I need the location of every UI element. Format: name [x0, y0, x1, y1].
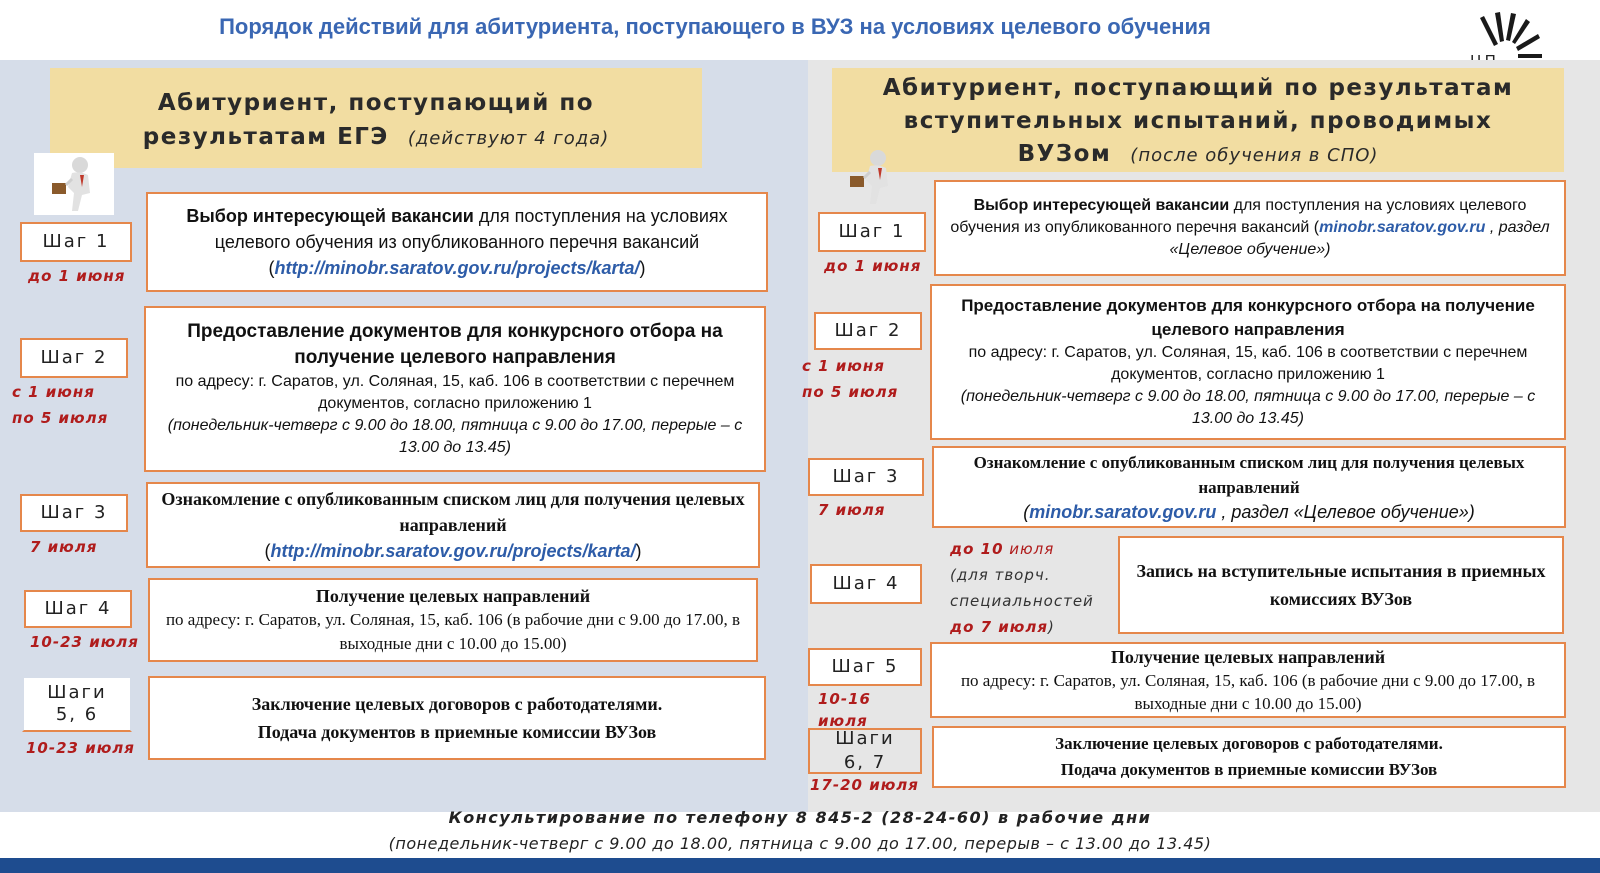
right-banner-line1: Абитуриент, поступающий по результатам — [882, 75, 1514, 101]
step-deadline: 7 июля — [818, 501, 886, 519]
businessman-icon — [832, 146, 912, 208]
step-box — [934, 180, 1566, 276]
step-bold: Выбор интересующей вакансии — [186, 206, 474, 226]
step-box — [144, 306, 766, 472]
step-label: Шаг 4 — [810, 564, 922, 604]
step-label: Шаг 2 — [814, 312, 922, 350]
step-title: Получение целевых направлений — [1110, 646, 1386, 667]
step-note: (понедельник-четверг с 9.00 до 18.00, пятница с 9.00 до 17.00, перерые – с 13.00 до 13.45) — [960, 388, 1536, 427]
step-box — [932, 726, 1566, 788]
step-label: Шаг 2 — [20, 338, 128, 378]
step-deadline: с 1 июня по 5 июля — [802, 357, 899, 401]
step-text-end: ) — [639, 258, 646, 278]
step-bold: Выбор интересующей вакансии — [973, 197, 1230, 214]
step-deadline: до 1 июня — [28, 267, 126, 285]
footer-hours: (понедельник-четверг с 9.00 до 18.00, пятница с 9.00 до 17.00, перерыв – с 13.00 до 13.45) — [388, 834, 1212, 853]
step-deadline: 7 июля — [30, 538, 98, 556]
step-box — [148, 676, 766, 760]
step-text: для поступления на условиях целевого обучения из опубликованного перечня вакансий ( — [950, 197, 1527, 236]
step-label: Шаг 3 — [20, 494, 128, 532]
step-box — [148, 578, 758, 662]
step-label: Шаги 6, 7 — [808, 728, 922, 774]
step-label: Шаг 1 — [818, 212, 926, 252]
step-deadline: до 1 июня — [824, 257, 922, 275]
step-deadline: 10-23 июля — [30, 633, 139, 651]
step-label: Шаг 3 — [808, 458, 924, 496]
right-banner-line3: ВУЗом — [1017, 141, 1112, 167]
left-banner-line1: Абитуриент, поступающий по — [157, 90, 595, 116]
step-title: Ознакомление с опубликованным списком лиц для получения целевых направлений — [973, 452, 1525, 497]
vacancy-link[interactable]: minobr.saratov.gov.ru — [1319, 219, 1486, 236]
step-label: Шаг 5 — [808, 648, 922, 686]
right-banner-note: (после обучения в СПО) — [1130, 145, 1379, 166]
step-label: Шаг 1 — [20, 222, 132, 262]
step-text: по адресу: г. Саратов, ул. Соляная, 15, каб. 106 в соответствии с перечнем документов, согласно приложению 1 — [968, 344, 1528, 383]
footer-consultation: Консультирование по телефону 8 845-2 (28-24-60) в рабочие дни — [448, 808, 1152, 827]
right-banner — [832, 68, 1564, 172]
left-banner-note: (действуют 4 года) — [407, 128, 610, 149]
step-label: Шаги 5, 6 — [22, 676, 132, 732]
step-text-end: , раздел «Целевое обучение») — [1169, 219, 1550, 258]
step-box — [930, 642, 1566, 718]
right-banner-line2: вступительных испытаний, проводимых — [903, 108, 1493, 134]
step-box: Ознакомление с опубликованным списком лиц для получения целевых направлений (minobr.saratov.gov.ru , раздел «Целевое обучение») — [932, 446, 1566, 528]
step-line2: Подача документов в приемные комиссии ВУЗов — [1060, 760, 1438, 779]
step-deadline: 17-20 июля — [810, 776, 919, 794]
step-title: Предоставление документов для конкурсного отбора на получение целевого направления — [187, 321, 723, 368]
step-line2: Подача документов в приемные комиссии ВУЗов — [257, 722, 657, 742]
step-text: по адресу: г. Саратов, ул. Соляная, 15, каб. 106 (в рабочие дни с 9.00 до 17.00, в выходные дни с 10.00 до 15.00) — [165, 610, 741, 653]
step-deadline: до 10 июля (для творч. специальностей до 7 июля) — [950, 540, 1094, 636]
step-title: Запись на вступительные испытания в приемных комиссиях ВУЗов — [1136, 561, 1546, 609]
step-text: по адресу: г. Саратов, ул. Соляная, 15, каб. 106 (в рабочие дни с 9.00 до 17.00, в выходные дни с 10.00 до 15.00) — [960, 670, 1536, 713]
step-box — [930, 284, 1566, 440]
step-label: Шаг 4 — [24, 590, 132, 628]
step-box — [1118, 536, 1564, 634]
step-line1: Заключение целевых договоров с работодателями. — [1055, 734, 1443, 753]
step-line1: Заключение целевых договоров с работодателями. — [251, 694, 663, 714]
step-deadline: 10-16 июля — [818, 690, 871, 730]
step-text: для поступления на условиях целевого обучения из опубликованного перечня вакансий ( — [214, 206, 728, 278]
step-deadline: 10-23 июля — [26, 739, 135, 757]
left-banner — [50, 68, 702, 168]
step-deadline: с 1 июня по 5 июля — [12, 383, 109, 427]
step-text: по адресу: г. Саратов, ул. Соляная, 15, каб. 106 в соответствии с перечнем документов, согласно приложению 1 — [175, 373, 735, 412]
left-banner-line2: результатам ЕГЭ — [142, 124, 389, 150]
step-note: (понедельник-четверг с 9.00 до 18.00, пятница с 9.00 до 17.00, перерые – с 13.00 до 13.45) — [167, 417, 743, 456]
step-title: Предоставление документов для конкурсного отбора на получение целевого направления — [961, 296, 1535, 339]
businessman-icon — [34, 153, 114, 215]
page-title: Порядок действий для абитуриента, поступающего в ВУЗ на условиях целевого обучения — [219, 14, 1211, 39]
vacancy-link[interactable]: minobr.saratov.gov.ru — [1029, 501, 1217, 522]
vacancy-link[interactable]: http://minobr.saratov.gov.ru/projects/karta/ — [274, 258, 640, 278]
step-title: Получение целевых направлений — [315, 586, 591, 606]
bottom-strip — [0, 858, 1600, 873]
step-box — [146, 192, 768, 292]
vacancy-link[interactable]: http://minobr.saratov.gov.ru/projects/karta/ — [270, 541, 636, 561]
step-title: Ознакомление с опубликованным списком лиц для получения целевых направлений — [161, 489, 745, 535]
step-box: Ознакомление с опубликованным списком лиц для получения целевых направлений (http://minobr.saratov.gov.ru/projects/karta/) — [146, 482, 760, 568]
